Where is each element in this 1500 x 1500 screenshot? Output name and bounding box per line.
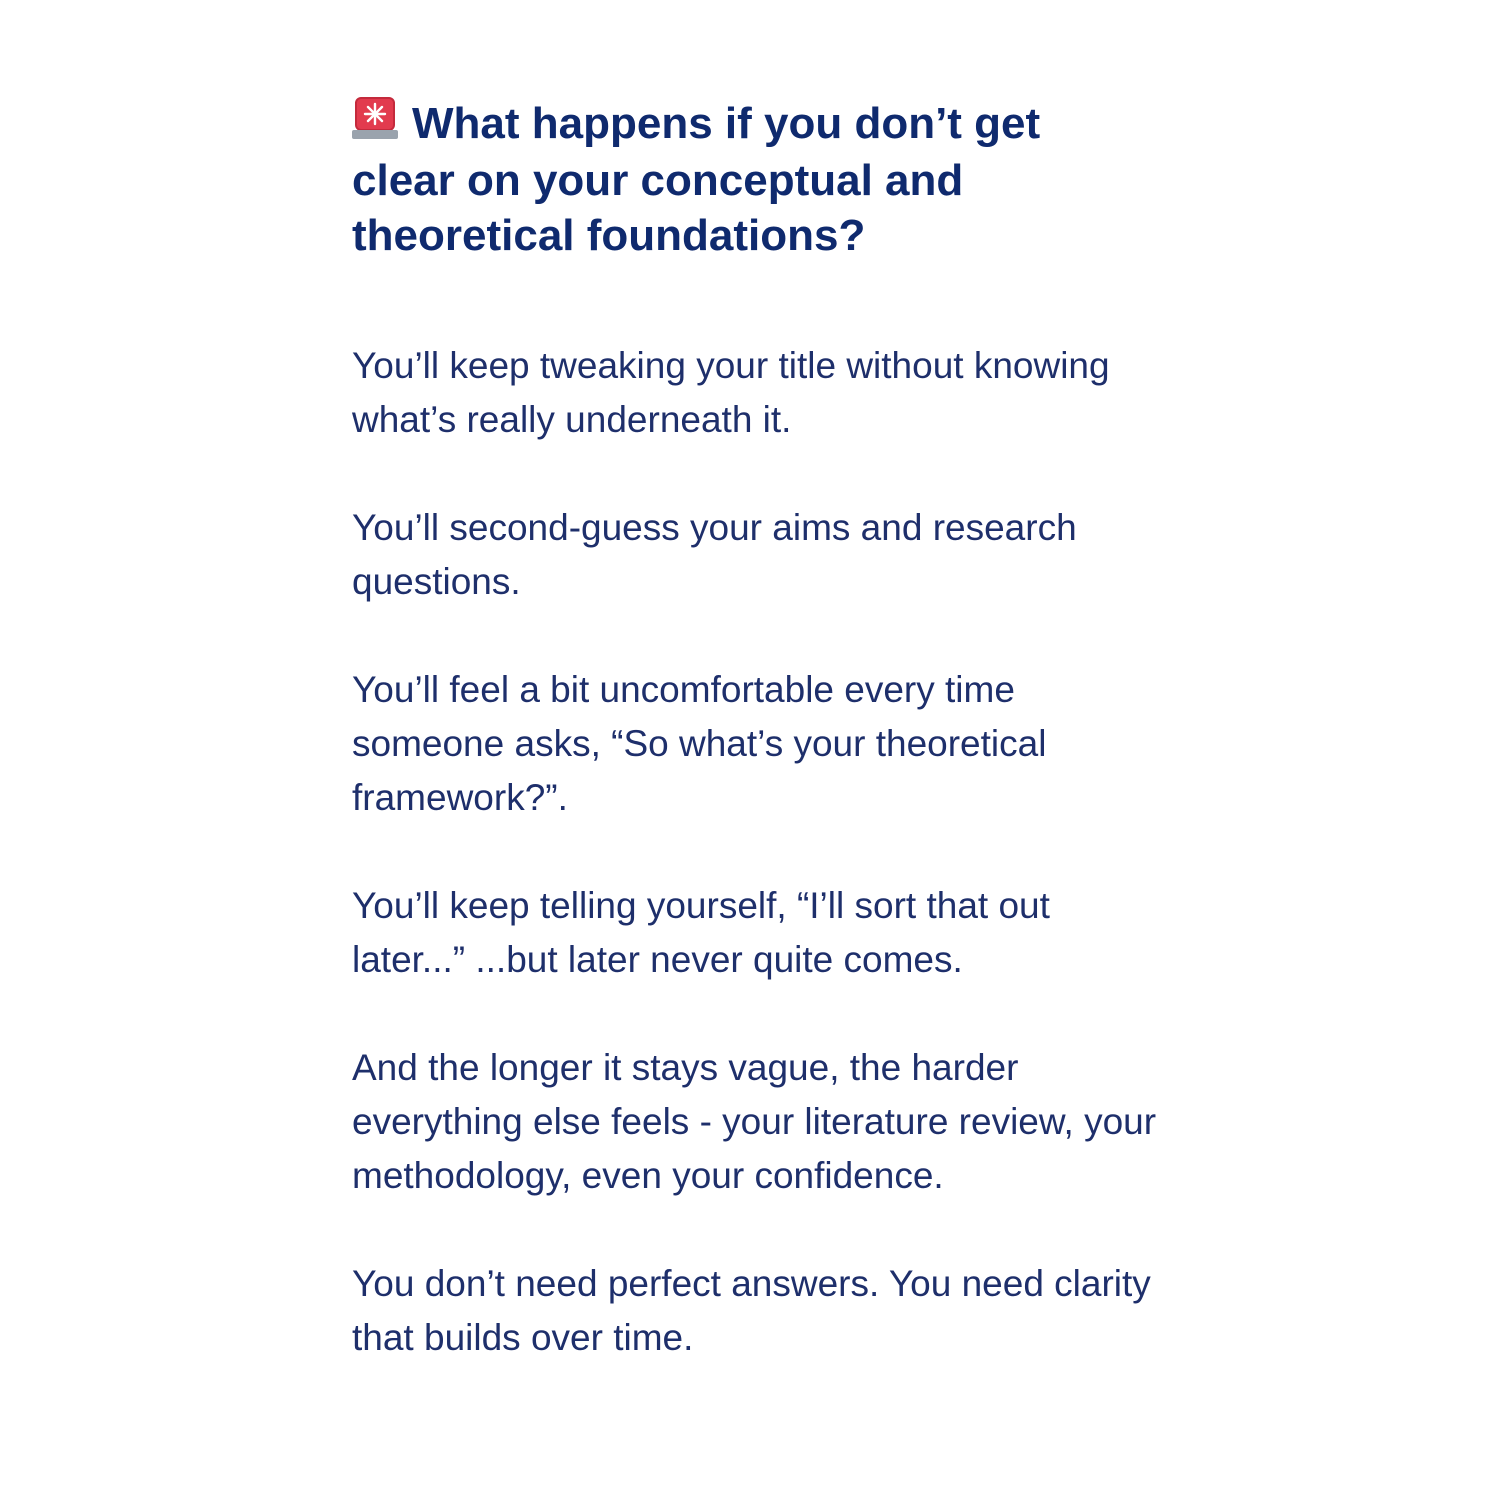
paragraph-3: You’ll feel a bit uncomfortable every time someone asks, “So what’s your theoretical framework?”. (352, 669, 1047, 818)
police-siren-icon (352, 96, 398, 153)
paragraph-6: You don’t need perfect answers. You need clarity that builds over time. (352, 1263, 1151, 1358)
paragraph-5: And the longer it stays vague, the harder everything else feels - your literature review, your methodology, even your confidence. (352, 1047, 1157, 1196)
paragraph-1: You’ll keep tweaking your title without knowing what’s really underneath it. (352, 345, 1110, 440)
post-title-text: What happens if you don’t get clear on your conceptual and theoretical foundations? (352, 99, 1041, 260)
paragraph-4: You’ll keep telling yourself, “I’ll sort that out later...” ...but later never quite comes. (352, 885, 1050, 980)
post-title (352, 96, 1112, 263)
post-content (352, 96, 1172, 1365)
paragraph-2: You’ll second-guess your aims and research questions. (352, 507, 1077, 602)
